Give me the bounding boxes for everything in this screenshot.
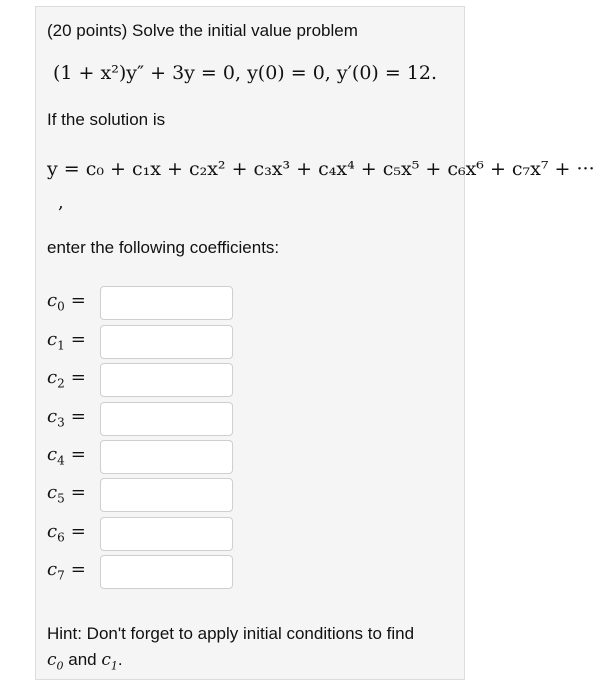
solution-intro: If the solution is — [47, 110, 166, 129]
c3-input[interactable] — [100, 402, 233, 436]
hint-var-letter: c — [101, 650, 111, 670]
coef-var: c — [47, 367, 58, 388]
coef-var: c — [47, 329, 58, 350]
ode-equation: (1 + x²)y″ + 3y = 0, y(0) = 0, y′(0) = 12. — [53, 62, 438, 84]
coef-label-c3 — [47, 406, 86, 430]
coef-var: c — [47, 406, 58, 427]
coef-sub: 5 — [57, 491, 65, 506]
coef-sub: 6 — [57, 530, 65, 545]
coef-equals: = — [70, 406, 86, 427]
hint-var-c0 — [47, 650, 64, 673]
coef-label-c4 — [47, 444, 86, 468]
coef-equals: = — [70, 559, 86, 580]
c5-input[interactable] — [100, 478, 233, 512]
coef-sub: 7 — [57, 568, 65, 583]
coef-label-c5 — [47, 482, 86, 506]
hint-and: and — [68, 650, 97, 669]
coef-var: c — [47, 521, 58, 542]
coef-equals: = — [70, 521, 86, 542]
c7-input[interactable] — [100, 555, 233, 589]
hint-var-c1 — [101, 650, 118, 673]
c4-input[interactable] — [100, 440, 233, 474]
hint-var-letter: c — [47, 650, 57, 670]
coef-sub: 1 — [57, 338, 65, 353]
coef-sub: 2 — [57, 376, 65, 391]
problem-intro: (20 points) Solve the initial value problem — [47, 21, 358, 40]
coef-sub: 4 — [57, 453, 65, 468]
coef-equals: = — [70, 482, 86, 503]
c2-input[interactable] — [100, 363, 233, 397]
power-series: y = c₀ + c₁x + c₂x² + c₃x³ + c₄x⁴ + c₅x⁵ + c₆x⁶ + c₇x⁷ + ··· — [47, 158, 595, 180]
c0-input[interactable] — [100, 286, 233, 320]
coef-label-c0 — [47, 290, 86, 314]
coef-label-c7 — [47, 559, 86, 583]
coef-var: c — [47, 482, 58, 503]
enter-prompt: enter the following coefficients: — [47, 238, 280, 257]
hint-body: Hint: Don't forget to apply initial conditions to find — [47, 624, 415, 643]
coef-label-c2 — [47, 367, 86, 391]
coef-label-c1 — [47, 329, 86, 353]
coef-equals: = — [70, 367, 86, 388]
coef-var: c — [47, 444, 58, 465]
coef-sub: 3 — [57, 415, 65, 430]
coef-equals: = — [70, 444, 86, 465]
coef-equals: = — [70, 329, 86, 350]
hint-text — [47, 621, 457, 679]
coef-sub: 0 — [57, 299, 65, 314]
hint-period: . — [117, 650, 123, 669]
coef-var: c — [47, 290, 58, 311]
series-comma: , — [58, 192, 64, 213]
coef-label-c6 — [47, 521, 86, 545]
c1-input[interactable] — [100, 325, 233, 359]
hint-var-sub: 1 — [110, 659, 118, 673]
c6-input[interactable] — [100, 517, 233, 551]
coef-equals: = — [70, 290, 86, 311]
hint-var-sub: 0 — [56, 659, 64, 673]
coef-var: c — [47, 559, 58, 580]
